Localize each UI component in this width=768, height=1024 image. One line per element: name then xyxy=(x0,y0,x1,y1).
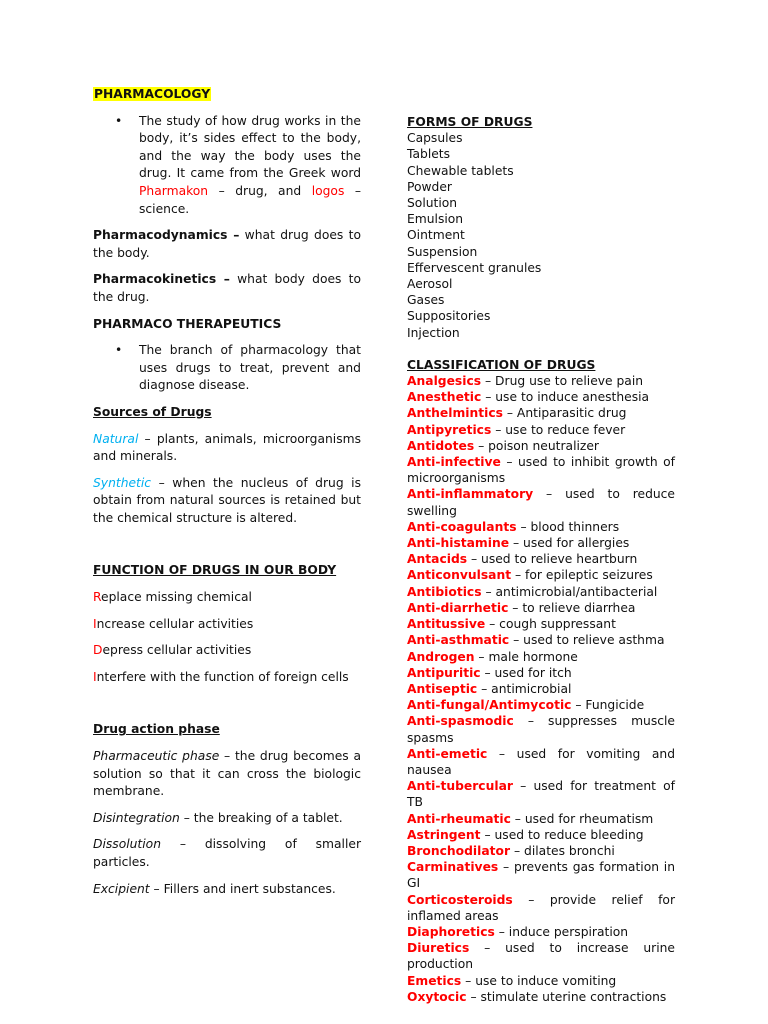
classification-desc: – prevents gas formation in GI xyxy=(407,860,675,891)
classification-item xyxy=(407,665,675,681)
classification-item xyxy=(407,778,675,810)
phase-term: Disintegration xyxy=(93,810,180,825)
classification-term: Anti-diarrhetic xyxy=(407,600,509,615)
therapeutics-bullet xyxy=(93,342,361,395)
function-item xyxy=(93,642,361,660)
form-item: Capsules xyxy=(407,131,463,146)
pharmacodynamics-paragraph xyxy=(93,227,361,262)
synthetic-term: Synthetic xyxy=(93,475,152,490)
synthetic-paragraph xyxy=(93,475,361,528)
classification-term: Anti-infective xyxy=(407,455,501,470)
definition-bullet xyxy=(93,113,361,219)
phase-item xyxy=(93,810,361,828)
classification-item xyxy=(407,892,675,924)
definition-text: – science. xyxy=(139,183,362,216)
classification-desc: – poison neutralizer xyxy=(474,438,599,453)
classification-desc: – blood thinners xyxy=(516,519,620,534)
classification-desc: – used for rheumatism xyxy=(510,811,654,826)
classification-item xyxy=(407,632,675,648)
function-initial: I xyxy=(93,616,97,631)
classification-desc: – use to induce anesthesia xyxy=(481,390,650,405)
classification-term: Anesthetic xyxy=(407,390,482,405)
phase-desc: – the drug becomes a solution so that it can cross the biologic membrane. xyxy=(93,749,361,799)
classification-item xyxy=(407,551,675,567)
classification-term: Bronchodilator xyxy=(407,843,511,858)
therapeutics-heading: PHARMACO THERAPEUTICS xyxy=(93,316,282,331)
page-title-row xyxy=(93,86,361,104)
phase-item xyxy=(93,748,361,801)
classification-item xyxy=(407,940,675,972)
function-text: epress cellular activities xyxy=(102,643,252,658)
classification-term: Anticonvulsant xyxy=(407,568,512,583)
classification-item xyxy=(407,405,675,421)
form-item: Gases xyxy=(407,293,445,308)
form-item: Solution xyxy=(407,196,458,211)
classification-term: Oxytocic xyxy=(407,989,467,1004)
term-pharmakon: Pharmakon xyxy=(139,183,209,198)
classification-term: Diaphoretics xyxy=(407,924,495,939)
function-initial: D xyxy=(93,643,103,658)
classification-desc: – used to reduce swelling xyxy=(407,487,675,518)
form-item: Injection xyxy=(407,325,460,340)
classification-term: Androgen xyxy=(407,649,475,664)
classification-desc: – dilates bronchi xyxy=(510,843,615,858)
classification-desc: – used for itch xyxy=(480,665,572,680)
form-item: Chewable tablets xyxy=(407,163,514,178)
phase-term: Excipient xyxy=(93,881,150,896)
classification-term: Anti-asthmatic xyxy=(407,633,510,648)
classification-item xyxy=(407,649,675,665)
classification-desc: – used for treatment of TB xyxy=(407,779,675,810)
form-item: Suspension xyxy=(407,244,478,259)
classification-term: Antibiotics xyxy=(407,584,482,599)
classification-item xyxy=(407,859,675,891)
classification-desc: – induce perspiration xyxy=(494,924,629,939)
classification-term: Anti-fungal/Antimycotic xyxy=(407,698,572,713)
classification-item xyxy=(407,567,675,583)
classification-term: Analgesics xyxy=(407,374,482,389)
classification-term: Corticosteroids xyxy=(407,892,513,907)
classification-item xyxy=(407,373,675,389)
classification-term: Anti-inflammatory xyxy=(407,487,534,502)
classification-desc: – used to relieve asthma xyxy=(509,633,665,648)
page-title: PHARMACOLOGY xyxy=(94,87,211,101)
classification-desc: – antimicrobial/antibacterial xyxy=(481,584,658,599)
classification-item xyxy=(407,827,675,843)
classification-term: Anti-histamine xyxy=(407,536,510,551)
classification-desc: – suppresses muscle spasms xyxy=(407,714,675,745)
therapeutics-text: The branch of pharmacology that uses drugs to treat, prevent and diagnose disease. xyxy=(139,343,361,393)
classification-term: Emetics xyxy=(407,973,462,988)
classification-desc: – Drug use to relieve pain xyxy=(481,374,644,389)
function-item xyxy=(93,669,361,687)
forms-heading: FORMS OF DRUGS xyxy=(407,115,533,129)
classification-item xyxy=(407,713,675,745)
classification-desc: – Fungicide xyxy=(571,698,645,713)
form-item: Ointment xyxy=(407,228,465,243)
classification-desc: – provide relief for inflamed areas xyxy=(407,892,675,923)
form-item: Effervescent granules xyxy=(407,260,542,275)
classification-term: Antitussive xyxy=(407,617,486,632)
function-initial: R xyxy=(93,590,101,605)
classification-desc: – used for allergies xyxy=(509,536,630,551)
classification-desc: – cough suppressant xyxy=(485,617,616,632)
natural-desc: – plants, animals, microorganisms and minerals. xyxy=(93,431,361,464)
form-item: Powder xyxy=(407,179,452,194)
classification-item xyxy=(407,438,675,454)
classification-item xyxy=(407,973,675,989)
classification-desc: – to relieve diarrhea xyxy=(508,600,636,615)
function-text: eplace missing chemical xyxy=(101,590,252,605)
form-item: Suppositories xyxy=(407,309,491,324)
classification-term: Anti-tubercular xyxy=(407,779,513,794)
function-heading: FUNCTION OF DRUGS IN OUR BODY xyxy=(93,563,337,578)
classification-desc: – male hormone xyxy=(474,649,578,664)
phase-desc: – dissolving of smaller particles. xyxy=(93,837,361,869)
classification-desc: – used to inhibit growth of microorganisms xyxy=(407,455,675,486)
classification-term: Carminatives xyxy=(407,860,499,875)
form-item: Tablets xyxy=(407,147,451,162)
classification-heading: CLASSIFICATION OF DRUGS xyxy=(407,357,596,372)
classification-term: Anti-spasmodic xyxy=(407,714,514,729)
classification-term: Antipyretics xyxy=(407,422,492,437)
definition-text: – drug, and xyxy=(208,183,312,198)
classification-desc: – use to reduce fever xyxy=(491,422,626,437)
form-item: Emulsion xyxy=(407,212,464,227)
pharmacodynamics-term: Pharmacodynamics – xyxy=(93,228,240,243)
classification-term: Astringent xyxy=(407,827,481,842)
classification-item xyxy=(407,811,675,827)
phase-desc: – Fillers and inert substances. xyxy=(149,881,336,896)
classification-desc: – used to reduce bleeding xyxy=(480,827,644,842)
classification-term: Anti-coagulants xyxy=(407,519,517,534)
pharmacokinetics-desc: what body does to the drug. xyxy=(93,272,361,304)
classification-item xyxy=(407,584,675,600)
classification-item xyxy=(407,616,675,632)
function-item xyxy=(93,616,361,634)
classification-item xyxy=(407,989,675,1005)
classification-desc: – Antiparasitic drug xyxy=(502,406,627,421)
classification-item xyxy=(407,389,675,405)
pharmacokinetics-term: Pharmacokinetics – xyxy=(93,272,230,287)
classification-term: Anti-rheumatic xyxy=(407,811,511,826)
classification-desc: – used to relieve heartburn xyxy=(467,552,638,567)
classification-desc: – antimicrobial xyxy=(477,681,572,696)
phase-item xyxy=(93,881,361,899)
definition-text: The study of how drug works in the body, it’s sides effect to the body, and the way the body uses the drug. It came from the Greek word xyxy=(139,113,361,181)
classification-item xyxy=(407,486,675,518)
function-text: ncrease cellular activities xyxy=(96,616,254,631)
synthetic-desc: – when the nucleus of drug is obtain from natural sources is retained but the chemical structure is altered. xyxy=(93,475,361,525)
classification-list xyxy=(407,373,675,1005)
phase-desc: – the breaking of a tablet. xyxy=(179,810,343,825)
classification-desc: – used to increase urine production xyxy=(407,941,675,972)
classification-item xyxy=(407,422,675,438)
sources-heading: Sources of Drugs xyxy=(93,404,212,419)
classification-term: Antacids xyxy=(407,552,468,567)
classification-item xyxy=(407,535,675,551)
function-item xyxy=(93,589,361,607)
classification-item xyxy=(407,843,675,859)
function-text: nterfere with the function of foreign cells xyxy=(96,669,349,684)
classification-term: Anthelmintics xyxy=(407,406,503,421)
classification-term: Anti-emetic xyxy=(407,746,488,761)
classification-term: Antiseptic xyxy=(407,681,478,696)
left-column xyxy=(93,86,361,907)
phase-item xyxy=(93,836,361,871)
classification-desc: – use to induce vomiting xyxy=(461,973,617,988)
natural-term: Natural xyxy=(93,431,139,446)
natural-paragraph xyxy=(93,431,361,466)
forms-list xyxy=(407,130,675,341)
classification-term: Antidotes xyxy=(407,438,475,453)
classification-desc: – used for vomiting and nausea xyxy=(407,746,675,777)
classification-term: Antipuritic xyxy=(407,665,481,680)
classification-desc: – stimulate uterine contractions xyxy=(466,989,667,1004)
classification-item xyxy=(407,600,675,616)
pharmacokinetics-paragraph xyxy=(93,271,361,306)
function-initial: I xyxy=(93,669,97,684)
classification-item xyxy=(407,454,675,486)
functions-list xyxy=(93,589,361,686)
classification-term: Diuretics xyxy=(407,941,470,956)
classification-item xyxy=(407,746,675,778)
phase-heading: Drug action phase xyxy=(93,722,220,737)
phase-term: Dissolution xyxy=(93,837,161,852)
classification-desc: – for epileptic seizures xyxy=(511,568,653,583)
pharmacodynamics-desc: what drug does to the body. xyxy=(93,228,361,260)
bullet-icon: • xyxy=(115,113,123,128)
bullet-icon: • xyxy=(115,343,123,358)
classification-item xyxy=(407,681,675,697)
classification-item xyxy=(407,924,675,940)
classification-item xyxy=(407,697,675,713)
form-item: Aerosol xyxy=(407,277,453,292)
classification-item xyxy=(407,519,675,535)
phases-list xyxy=(93,748,361,898)
right-column xyxy=(407,114,675,1005)
phase-term: Pharmaceutic phase xyxy=(93,749,220,764)
term-logos: logos xyxy=(311,183,345,198)
